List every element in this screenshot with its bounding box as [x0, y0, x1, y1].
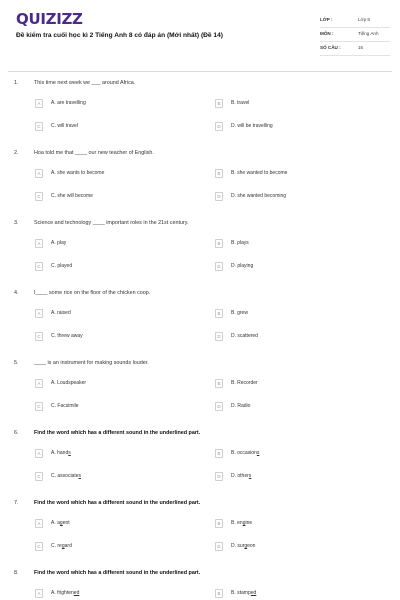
- question-number: 5.: [14, 360, 19, 366]
- question-number: 4.: [14, 290, 19, 296]
- answer-option-c[interactable]: [35, 261, 195, 273]
- underlined-part: s: [256, 450, 260, 456]
- option-letter-box: C: [35, 332, 43, 341]
- question-item: [0, 282, 400, 352]
- option-text: A. are travelling: [51, 100, 86, 106]
- answer-option-a[interactable]: [35, 238, 195, 250]
- quizizz-logo[interactable]: QUIZIZZ: [16, 10, 83, 28]
- question-text: Find the word which has a different sound in the underlined part.: [34, 430, 201, 436]
- option-letter-box: D: [215, 472, 223, 481]
- option-letter-box: A: [35, 589, 43, 598]
- option-letter-box: D: [215, 542, 223, 551]
- document-header: [0, 0, 400, 72]
- option-text: D. scattered: [231, 333, 258, 339]
- question-item: [0, 72, 400, 142]
- answer-option-d[interactable]: [215, 121, 375, 133]
- option-letter-box: A: [35, 379, 43, 388]
- option-letter-box: A: [35, 99, 43, 108]
- question-item: [0, 562, 400, 600]
- option-letter-box: B: [215, 379, 223, 388]
- option-text: A. play: [51, 240, 67, 246]
- option-letter-box: C: [35, 192, 43, 201]
- underlined-part: s: [68, 450, 71, 456]
- question-text: Find the word which has a different sound in the underlined part.: [34, 570, 201, 576]
- option-text: D. Radio: [231, 403, 251, 409]
- option-text: C. will travel: [51, 123, 78, 129]
- question-text: I____ some rice on the floor of the chicken coop.: [34, 290, 151, 296]
- answer-option-b[interactable]: [215, 378, 375, 390]
- question-item: [0, 352, 400, 422]
- option-text: D. others: [231, 473, 252, 479]
- answer-option-c[interactable]: [35, 471, 195, 483]
- option-text: C. she will become: [51, 193, 93, 199]
- answer-option-b[interactable]: [215, 448, 375, 460]
- option-text: D. will be travelling: [231, 123, 273, 129]
- option-letter-box: A: [35, 449, 43, 458]
- meta-row-count: [320, 42, 390, 56]
- option-letter-box: C: [35, 402, 43, 411]
- option-text: B. she wanted to become: [231, 170, 288, 176]
- option-letter-box: B: [215, 589, 223, 598]
- option-text: C. threw away: [51, 333, 83, 339]
- answer-option-d[interactable]: [215, 261, 375, 273]
- option-letter-box: C: [35, 542, 43, 551]
- option-text: B. grew: [231, 310, 248, 316]
- option-letter-box: D: [215, 122, 223, 131]
- question-item: [0, 142, 400, 212]
- option-letter-box: A: [35, 519, 43, 528]
- meta-key: MÔN :: [320, 31, 334, 36]
- option-text: D. she wanted becoming: [231, 193, 287, 199]
- meta-key: SỐ CÂU :: [320, 45, 341, 50]
- answer-option-a[interactable]: [35, 518, 195, 530]
- answer-option-d[interactable]: [215, 541, 375, 553]
- answer-option-d[interactable]: [215, 471, 375, 483]
- option-text: B. Recorder: [231, 380, 258, 386]
- option-text: B. engine: [231, 520, 253, 526]
- option-letter-box: B: [215, 309, 223, 318]
- question-number: 2.: [14, 150, 19, 156]
- answer-option-b[interactable]: [215, 98, 375, 110]
- option-text: C. Facsimile: [51, 403, 79, 409]
- answer-option-b[interactable]: [215, 308, 375, 320]
- question-text: Hoa told me that ____ our new teacher of English.: [34, 150, 154, 156]
- option-letter-box: C: [35, 472, 43, 481]
- answer-option-a[interactable]: [35, 588, 195, 600]
- answer-option-c[interactable]: [35, 401, 195, 413]
- answer-option-a[interactable]: [35, 308, 195, 320]
- option-letter-box: A: [35, 309, 43, 318]
- underlined-part: s: [78, 473, 82, 479]
- option-letter-box: A: [35, 169, 43, 178]
- option-letter-box: D: [215, 332, 223, 341]
- option-text: C. played: [51, 263, 73, 269]
- option-text: A. frightened: [51, 590, 80, 596]
- document-title: Đề kiểm tra cuối học kì 2 Tiếng Anh 8 có đáp án (Mới nhất) (Đề 14): [16, 32, 223, 39]
- answer-option-d[interactable]: [215, 191, 375, 203]
- underlined-part: s: [248, 473, 252, 479]
- option-text: A. hands: [51, 450, 71, 456]
- question-number: 6.: [14, 430, 19, 436]
- question-number: 3.: [14, 220, 19, 226]
- option-text: B. plays: [231, 240, 249, 246]
- question-item: [0, 422, 400, 492]
- option-letter-box: B: [215, 449, 223, 458]
- meta-value: 16: [358, 45, 364, 50]
- question-item: [0, 492, 400, 562]
- meta-value: Tiếng Anh: [358, 31, 379, 36]
- answer-option-b[interactable]: [215, 168, 375, 180]
- option-letter-box: D: [215, 192, 223, 201]
- answer-option-a[interactable]: [35, 98, 195, 110]
- option-letter-box: B: [215, 99, 223, 108]
- answer-option-a[interactable]: [35, 378, 195, 390]
- option-text: C. associates: [51, 473, 82, 479]
- answer-option-c[interactable]: [35, 541, 195, 553]
- underlined-part: g: [61, 543, 65, 549]
- answer-option-a[interactable]: [35, 448, 195, 460]
- option-letter-box: C: [35, 122, 43, 131]
- question-number: 7.: [14, 500, 19, 506]
- meta-row-class: [320, 14, 390, 28]
- answer-option-b[interactable]: [215, 588, 375, 600]
- meta-value: Lớp 8: [358, 17, 370, 22]
- question-item: [0, 212, 400, 282]
- answer-option-b[interactable]: [215, 238, 375, 250]
- option-text: B. occasions: [231, 450, 260, 456]
- option-text: B. travel: [231, 100, 250, 106]
- underlined-part: g: [242, 520, 246, 526]
- question-text: This time next week we ___ around Africa.: [34, 80, 136, 86]
- option-text: A. raised: [51, 310, 71, 316]
- meta-table: [320, 14, 390, 56]
- option-letter-box: D: [215, 402, 223, 411]
- underlined-part: g: [59, 520, 63, 526]
- option-letter-box: C: [35, 262, 43, 271]
- answer-option-a[interactable]: [35, 168, 195, 180]
- answer-option-d[interactable]: [215, 401, 375, 413]
- option-letter-box: A: [35, 239, 43, 248]
- answer-option-c[interactable]: [35, 121, 195, 133]
- underlined-part: g: [244, 543, 248, 549]
- option-letter-box: B: [215, 519, 223, 528]
- meta-row-subject: [320, 28, 390, 42]
- question-text: Find the word which has a different sound in the underlined part.: [34, 500, 201, 506]
- option-text: D. playing: [231, 263, 254, 269]
- underlined-part: ed: [250, 590, 257, 596]
- question-number: 1.: [14, 80, 19, 86]
- question-text: Science and technology ____ important roles in the 21st century.: [34, 220, 189, 226]
- option-text: A. agent: [51, 520, 70, 526]
- option-text: A. she wants to become: [51, 170, 105, 176]
- option-text: D. surgeon: [231, 543, 256, 549]
- answer-option-c[interactable]: [35, 191, 195, 203]
- answer-option-b[interactable]: [215, 518, 375, 530]
- option-text: B. stamped: [231, 590, 257, 596]
- option-letter-box: D: [215, 262, 223, 271]
- question-number: 8.: [14, 570, 19, 576]
- question-text: ____ is an instrument for making sounds louder.: [34, 360, 149, 366]
- question-list: [0, 72, 400, 600]
- option-text: A. Loudspeaker: [51, 380, 87, 386]
- option-letter-box: B: [215, 239, 223, 248]
- underlined-part: ed: [73, 590, 80, 596]
- option-text: C. regard: [51, 543, 72, 549]
- meta-key: LỚP :: [320, 17, 333, 22]
- answer-option-c[interactable]: [35, 331, 195, 343]
- answer-option-d[interactable]: [215, 331, 375, 343]
- option-letter-box: B: [215, 169, 223, 178]
